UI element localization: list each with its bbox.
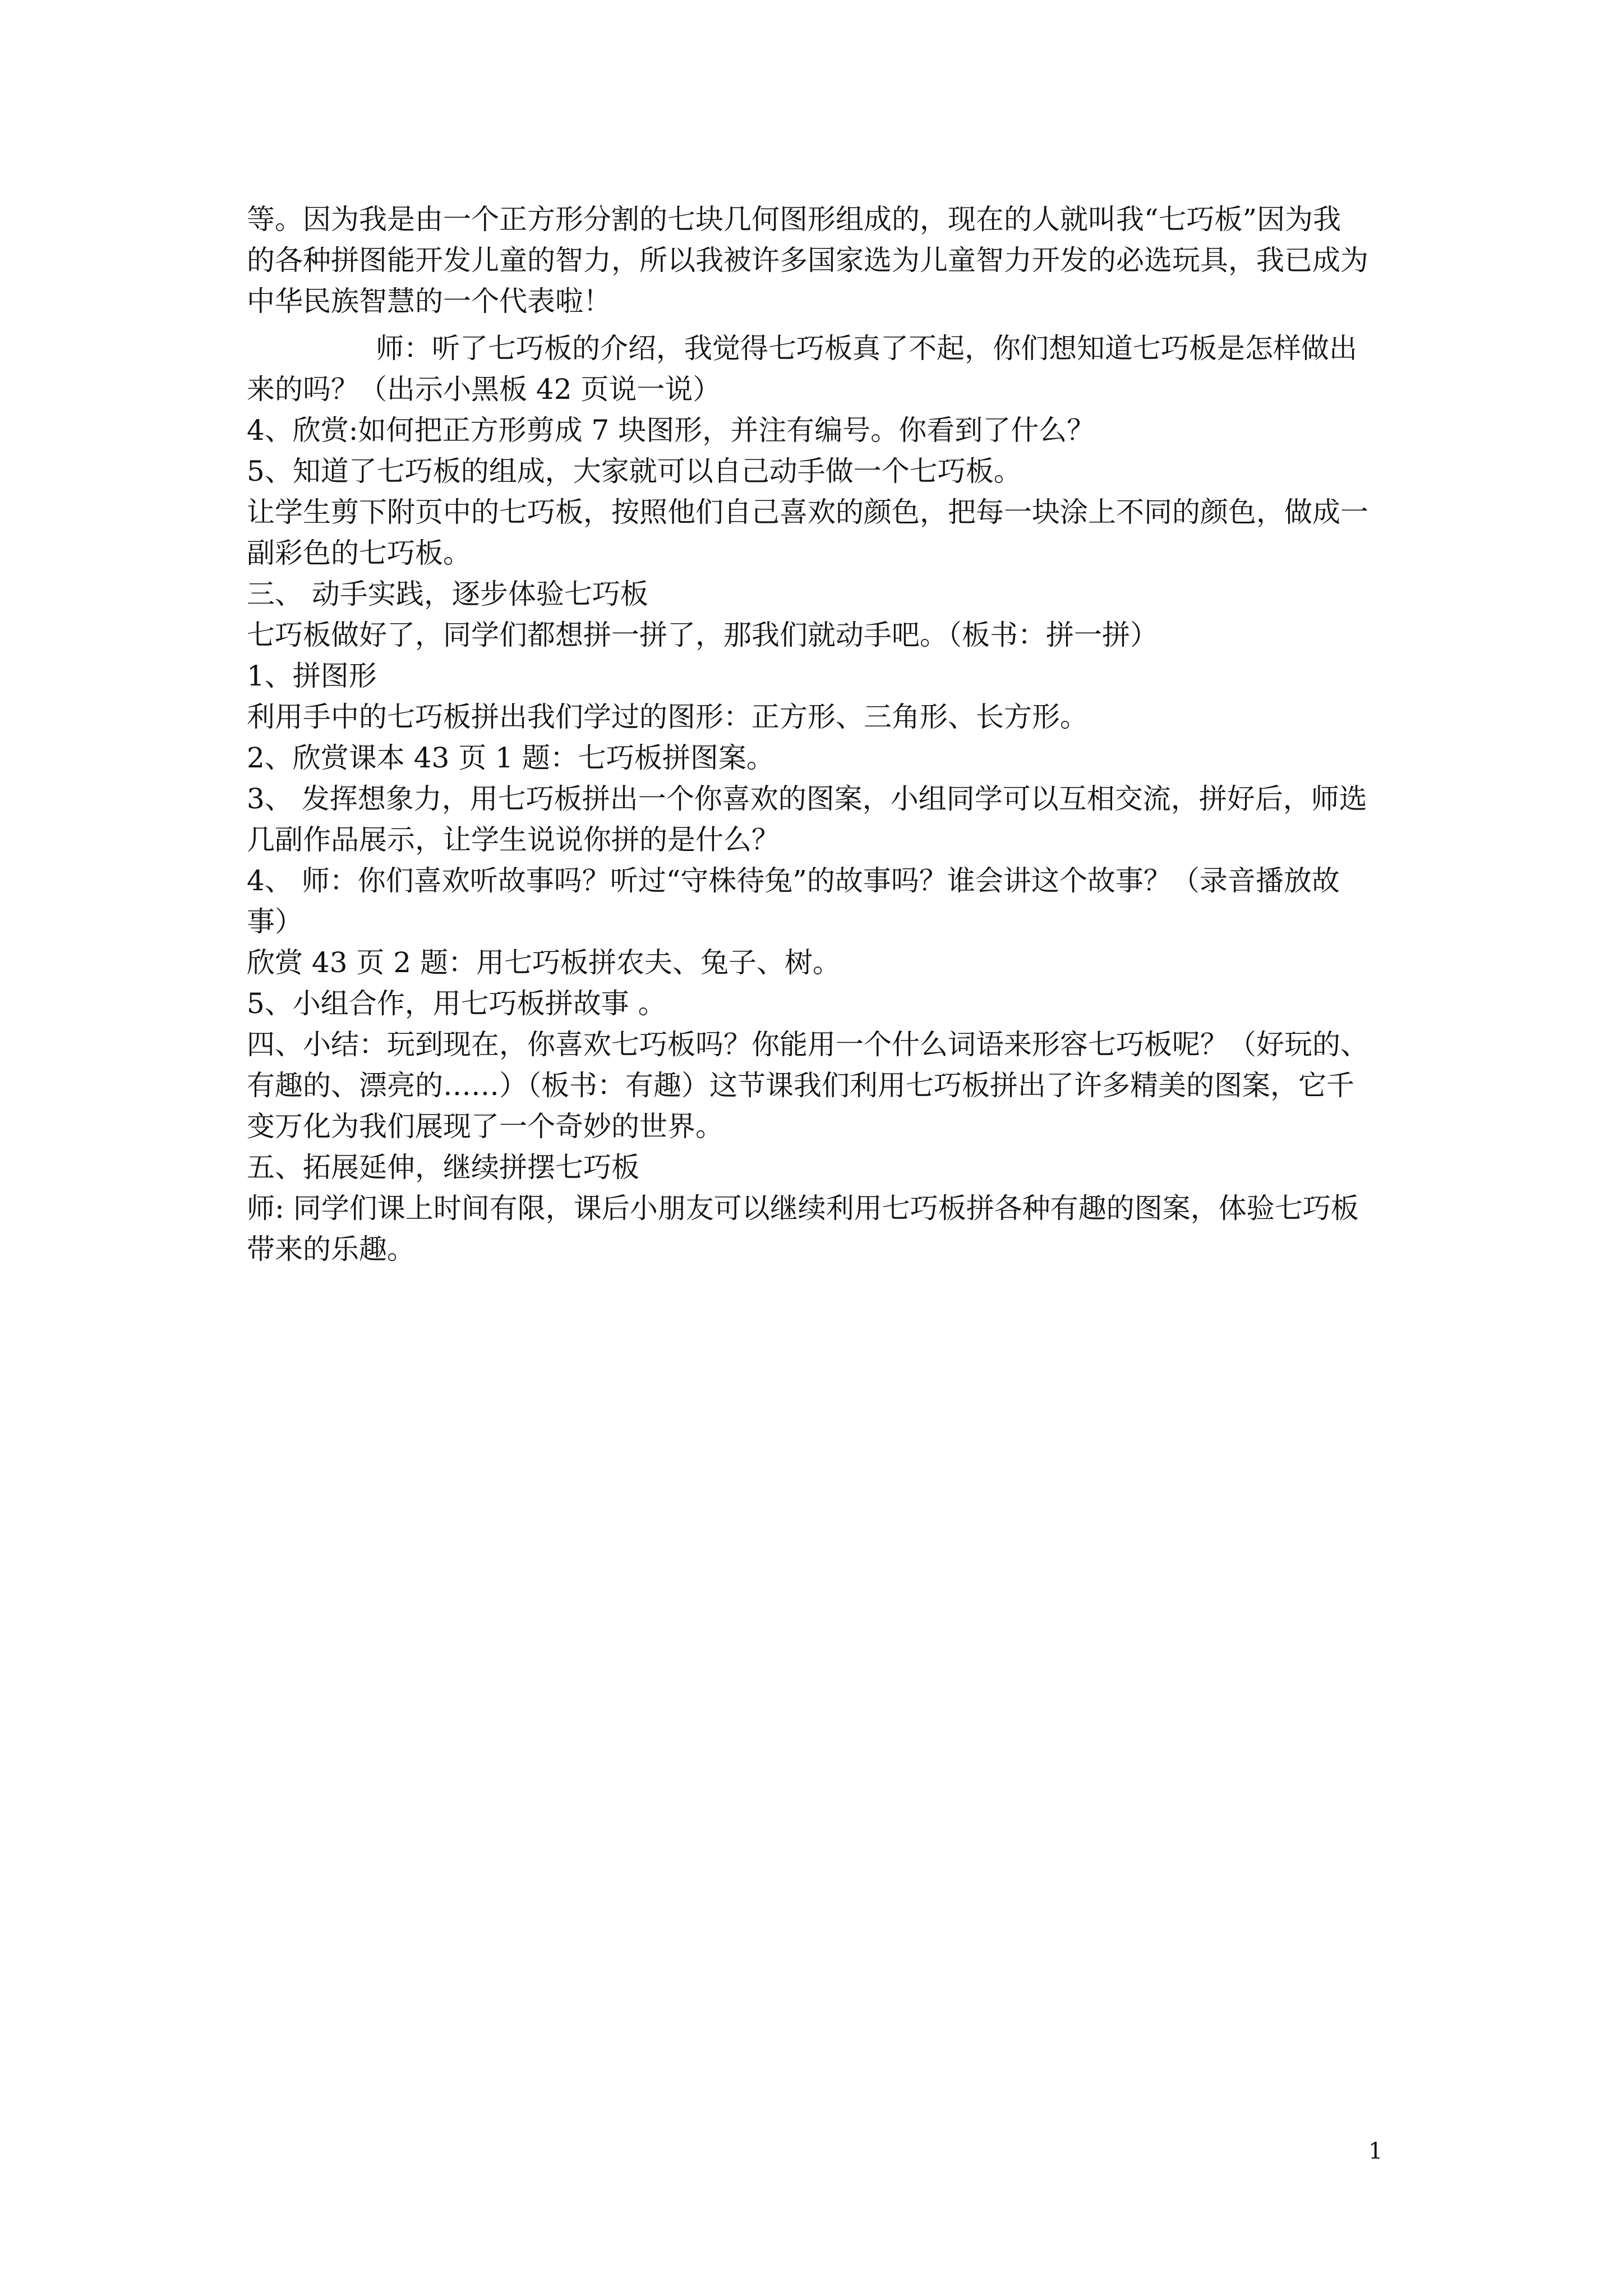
paragraph-line: 来的吗？（出示小黑板 42 页说一说） — [247, 373, 721, 406]
paragraph-line: 的各种拼图能开发儿童的智力，所以我被许多国家选为儿童智力开发的必选玩具，我已成为 — [247, 244, 1368, 277]
paragraph-line: 4、 师：你们喜欢听故事吗？听过“守株待兔”的故事吗？谁会讲这个故事？（录音播放故 — [247, 864, 1340, 897]
document-body — [247, 199, 1391, 1270]
paragraph-line: 师: 同学们课上时间有限，课后小朋友可以继续利用七巧板拼各种有趣的图案，体验七巧板 — [247, 1192, 1359, 1225]
paragraph-line: 欣赏 43 页 2 题：用七巧板拼农夫、兔子、树。 — [247, 946, 841, 979]
paragraph-line: 利用手中的七巧板拼出我们学过的图形：正方形、三角形、长方形。 — [247, 701, 1088, 733]
paragraph-line: 变万化为我们展现了一个奇妙的世界。 — [247, 1110, 723, 1143]
paragraph-line: 5、小组合作，用七巧板拼故事 。 — [247, 987, 666, 1020]
paragraph-line: 中华民族智慧的一个代表啦！ — [247, 285, 611, 318]
paragraph-line: 有趣的、漂亮的……）（板书：有趣）这节课我们利用七巧板拼出了许多精美的图案，它千 — [247, 1069, 1354, 1102]
paragraph-line: 5、知道了七巧板的组成，大家就可以自己动手做一个七巧板。 — [247, 455, 1022, 487]
page-number: 1 — [1368, 2138, 1383, 2164]
section-heading: 四、小结：玩到现在，你喜欢七巧板吗？你能用一个什么词语来形容七巧板呢？（好玩的、 — [247, 1028, 1368, 1061]
paragraph-line: 带来的乐趣。 — [247, 1233, 415, 1266]
paragraph-line: 2、欣赏课本 43 页 1 题：七巧板拼图案。 — [247, 742, 774, 774]
paragraph-line: 1、拼图形 — [247, 660, 377, 692]
paragraph-line: 几副作品展示，让学生说说你拼的是什么？ — [247, 823, 780, 856]
paragraph-line: 4、欣赏:如何把正方形剪成 7 块图形，并注有编号。你看到了什么？ — [247, 414, 1095, 447]
paragraph-line: 等。因为我是由一个正方形分割的七块几何图形组成的，现在的人就叫我“七巧板”因为我 — [247, 203, 1341, 236]
paragraph-line: 七巧板做好了，同学们都想拼一拼了，那我们就动手吧。（板书：拼一拼） — [247, 619, 1158, 651]
paragraph-line: 事） — [247, 905, 303, 938]
paragraph-line: 3、 发挥想象力，用七巧板拼出一个你喜欢的图案，小组同学可以互相交流，拼好后，师选 — [247, 783, 1367, 815]
paragraph-line: 让学生剪下附页中的七巧板，按照他们自己喜欢的颜色，把每一块涂上不同的颜色，做成一 — [247, 496, 1368, 528]
section-heading: 三、 动手实践，逐步体验七巧板 — [247, 578, 648, 610]
paragraph-line: 副彩色的七巧板。 — [247, 537, 471, 569]
paragraph-line: 师：听了七巧板的介绍，我觉得七巧板真了不起，你们想知道七巧板是怎样做出 — [376, 332, 1357, 365]
section-heading: 五、拓展延伸，继续拼摆七巧板 — [247, 1151, 639, 1184]
